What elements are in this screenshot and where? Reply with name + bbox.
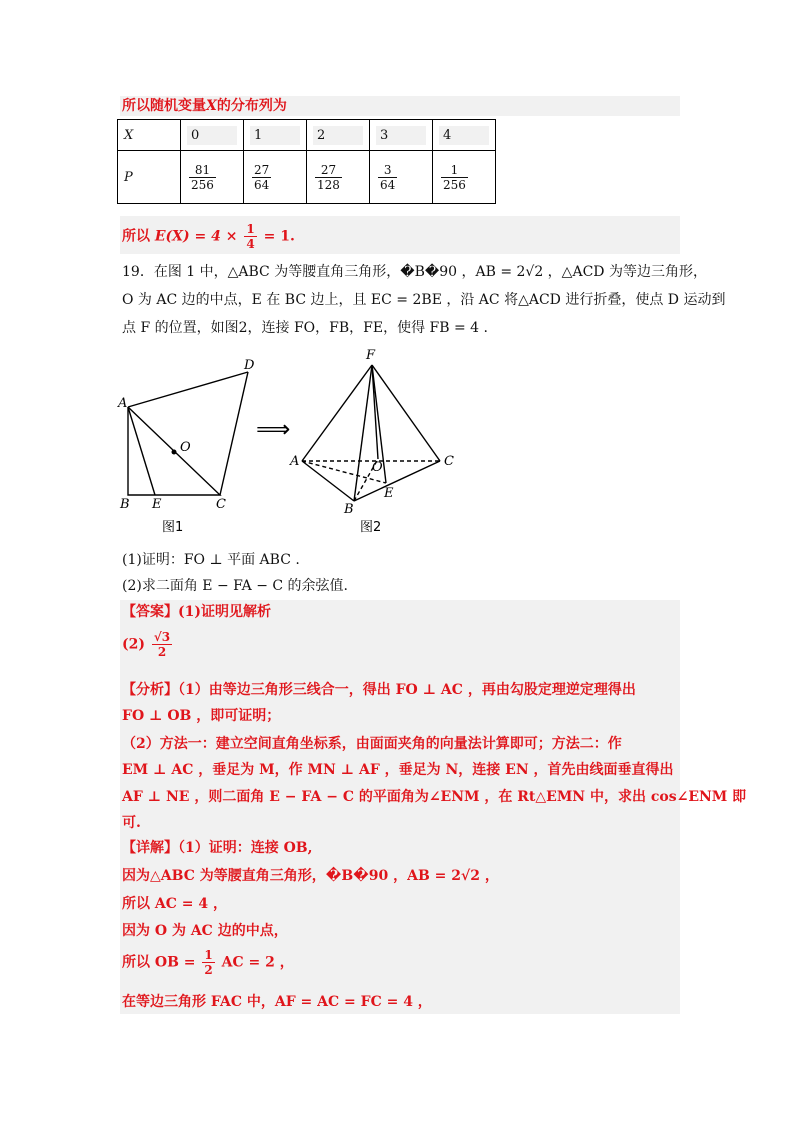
analysis-line: （2）方法一：建立空间直角坐标系，由面面夹角的向量法计算即可；方法二：作 xyxy=(122,736,622,752)
label-d: D xyxy=(244,358,255,373)
answer-part2: (2) $\frac{√3}{2}$ xyxy=(122,630,171,659)
arrow-icon: ⟹ xyxy=(256,415,291,443)
analysis-line: EM ⊥ AC ，垂足为 M，作 MN ⊥ AF ，垂足为 N，连接 EN ，首先由线面垂直得出 xyxy=(122,762,674,778)
answer-line: 【答案】(1)证明见解析 xyxy=(122,604,271,620)
table-cell: $\frac{27}{128}$ xyxy=(307,151,370,204)
expectation-line: 所以 E(X) = 4 × $\frac{1}{4}$ = 1. xyxy=(122,222,295,251)
distribution-intro: 所以随机变量X的分布列为 xyxy=(122,98,287,114)
midpoint-dot xyxy=(172,450,177,455)
figure-caption: 图1 xyxy=(162,520,184,535)
label-o: O xyxy=(180,440,191,455)
label-b: B xyxy=(344,502,354,517)
detail-line: 因为 O 为 AC 边的中点， xyxy=(122,923,288,939)
question-1: (1)证明：FO ⊥ 平面 ABC . xyxy=(122,552,300,568)
label-b: B xyxy=(120,497,130,512)
problem-line: 点 F 的位置，如图2，连接 FO，FB，FE，使得 FB = 4 . xyxy=(122,320,488,336)
label-f: F xyxy=(366,348,376,363)
problem-line: O 为 AC 边的中点，E 在 BC 边上，且 EC = 2BE ，沿 AC 将△ACD 进行折叠，使点 D 运动到 xyxy=(122,292,726,308)
label-a: A xyxy=(118,396,128,411)
problem-line: 19．在图 1 中，△ABC 为等腰直角三角形，�B�90 ，AB = 2√2 ，△ACD 为等边三角形， xyxy=(122,264,707,280)
analysis-line: 【分析】（1）由等边三角形三线合一，得出 FO ⊥ AC ，再由勾股定理逆定理得出 xyxy=(122,682,636,698)
table-cell: 0 xyxy=(181,120,244,151)
table-cell: 1 xyxy=(244,120,307,151)
detail-line: 所以 AC = 4 ， xyxy=(122,896,227,912)
detail-line: 所以 OB = $\frac{1}{2}$ AC = 2 ， xyxy=(122,948,294,977)
detail-line: 【详解】（1）证明：连接 OB, xyxy=(122,840,313,856)
question-2: (2)求二面角 E − FA − C 的余弦值. xyxy=(122,578,348,594)
table-cell: $\frac{1}{256}$ xyxy=(433,151,496,204)
table-cell: 2 xyxy=(307,120,370,151)
table-cell: $\frac{27}{64}$ xyxy=(244,151,307,204)
figure-caption: 图2 xyxy=(360,520,382,535)
table-cell: $\frac{3}{64}$ xyxy=(370,151,433,204)
analysis-line: 可. xyxy=(122,815,141,831)
label-c: C xyxy=(216,497,226,512)
table-cell: $\frac{81}{256}$ xyxy=(181,151,244,204)
table-row xyxy=(118,151,496,204)
table-row xyxy=(118,120,496,151)
table-cell: P xyxy=(118,151,181,204)
label-o: O xyxy=(372,460,383,475)
table-cell: X xyxy=(118,120,181,151)
detail-line: 因为△ABC 为等腰直角三角形，�B�90 ，AB = 2√2 ， xyxy=(122,868,499,884)
detail-line: 在等边三角形 FAC 中，AF = AC = FC = 4 ， xyxy=(122,994,432,1010)
label-c: C xyxy=(444,454,454,469)
label-e: E xyxy=(384,486,394,501)
label-e: E xyxy=(152,497,162,512)
label-a: A xyxy=(290,454,300,469)
distribution-table xyxy=(117,119,496,204)
analysis-line: FO ⊥ OB ，即可证明； xyxy=(122,708,281,724)
table-cell: 3 xyxy=(370,120,433,151)
analysis-line: AF ⊥ NE ，则二面角 E − FA − C 的平面角为∠ENM ，在 Rt△EMN 中，求出 cos∠ENM 即 xyxy=(122,789,747,805)
geometry-figures xyxy=(110,345,480,540)
table-cell: 4 xyxy=(433,120,496,151)
